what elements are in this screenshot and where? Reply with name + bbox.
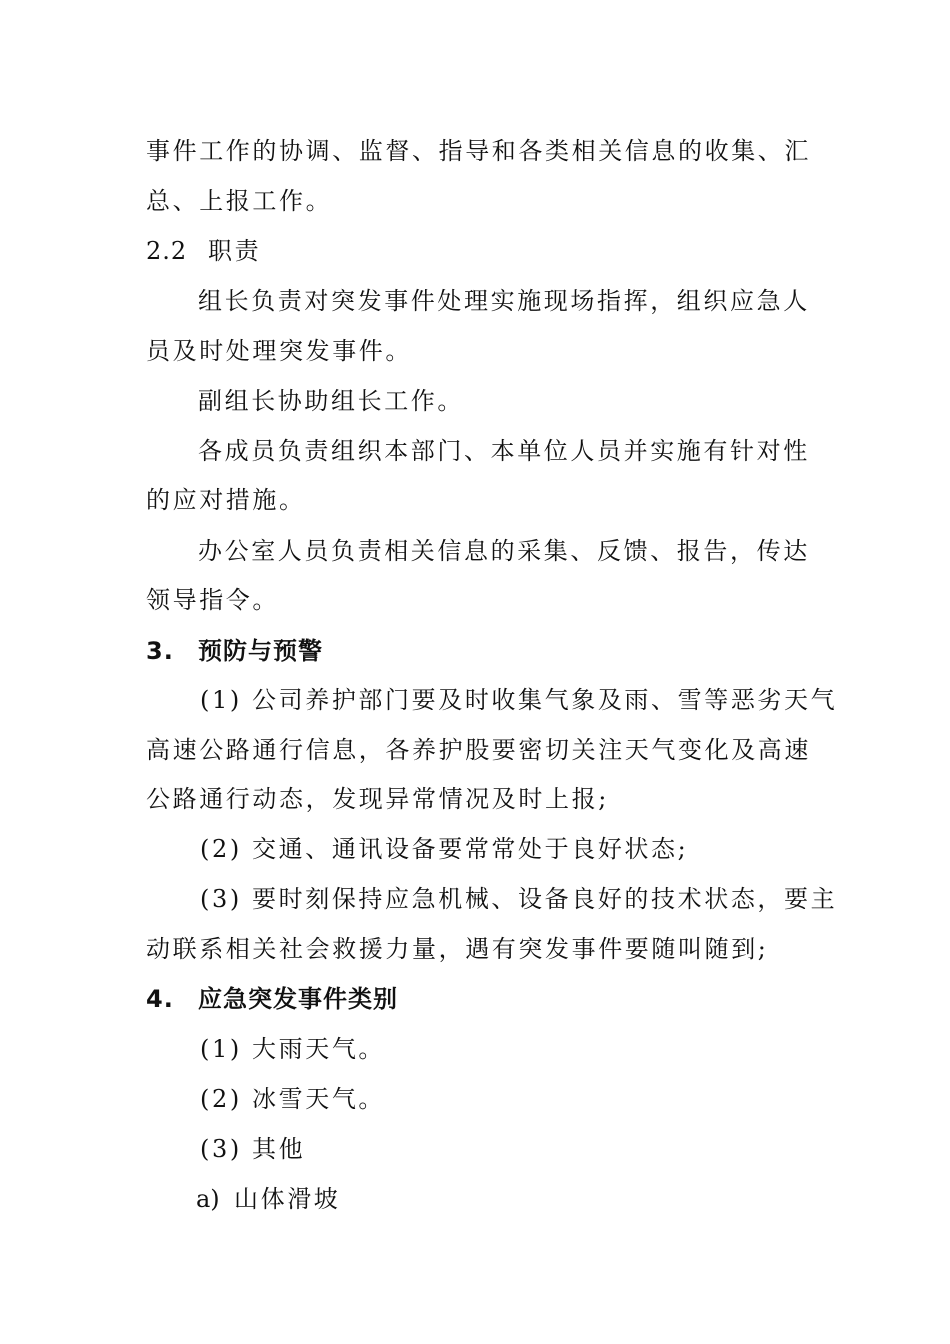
section-title: 应急突发事件类别 (198, 985, 398, 1013)
paragraph-line: 办公室人员负责相关信息的采集、反馈、报告，传达 (198, 537, 810, 565)
list-item: (3) 要时刻保持应急机械、设备良好的技术状态，要主 (200, 885, 838, 913)
text-line: 公路通行动态，发现异常情况及时上报; (146, 785, 609, 813)
text-line: 的应对措施。 (146, 486, 306, 514)
paragraph-line: 组长负责对突发事件处理实施现场指挥，组织应急人 (198, 287, 810, 315)
section-heading (146, 636, 816, 666)
section-title: 职责 (208, 237, 262, 265)
sub-list-item (196, 1184, 866, 1214)
section-number: 3. (146, 637, 174, 665)
paragraph-line: 副组长协助组长工作。 (198, 387, 464, 415)
text-line: 事件工作的协调、监督、指导和各类相关信息的收集、汇 (146, 137, 811, 165)
paragraph-line: 各成员负责组织本部门、本单位人员并实施有针对性 (198, 437, 810, 465)
text-line: 领导指令。 (146, 586, 279, 614)
sub-item-text: 山体滑坡 (234, 1185, 341, 1213)
text-line: 高速公路通行信息，各养护股要密切关注天气变化及高速 (146, 736, 811, 764)
text-line: 总、上报工作。 (146, 187, 333, 215)
list-item: (3) 其他 (200, 1135, 306, 1163)
text-line: 动联系相关社会救援力量，遇有突发事件要随叫随到; (146, 935, 769, 963)
list-item: (2) 冰雪天气。 (200, 1085, 386, 1113)
section-heading (146, 236, 816, 266)
text-line: 员及时处理突发事件。 (146, 337, 412, 365)
section-title: 预防与预警 (198, 637, 323, 665)
section-number: 2.2 (146, 237, 188, 265)
sub-item-label: a) (196, 1185, 220, 1213)
list-item: (1) 大雨天气。 (200, 1035, 386, 1063)
section-heading (146, 984, 816, 1014)
list-item: (1) 公司养护部门要及时收集气象及雨、雪等恶劣天气 (200, 686, 838, 714)
section-number: 4. (146, 985, 174, 1013)
list-item: (2) 交通、通讯设备要常常处于良好状态; (200, 835, 689, 863)
